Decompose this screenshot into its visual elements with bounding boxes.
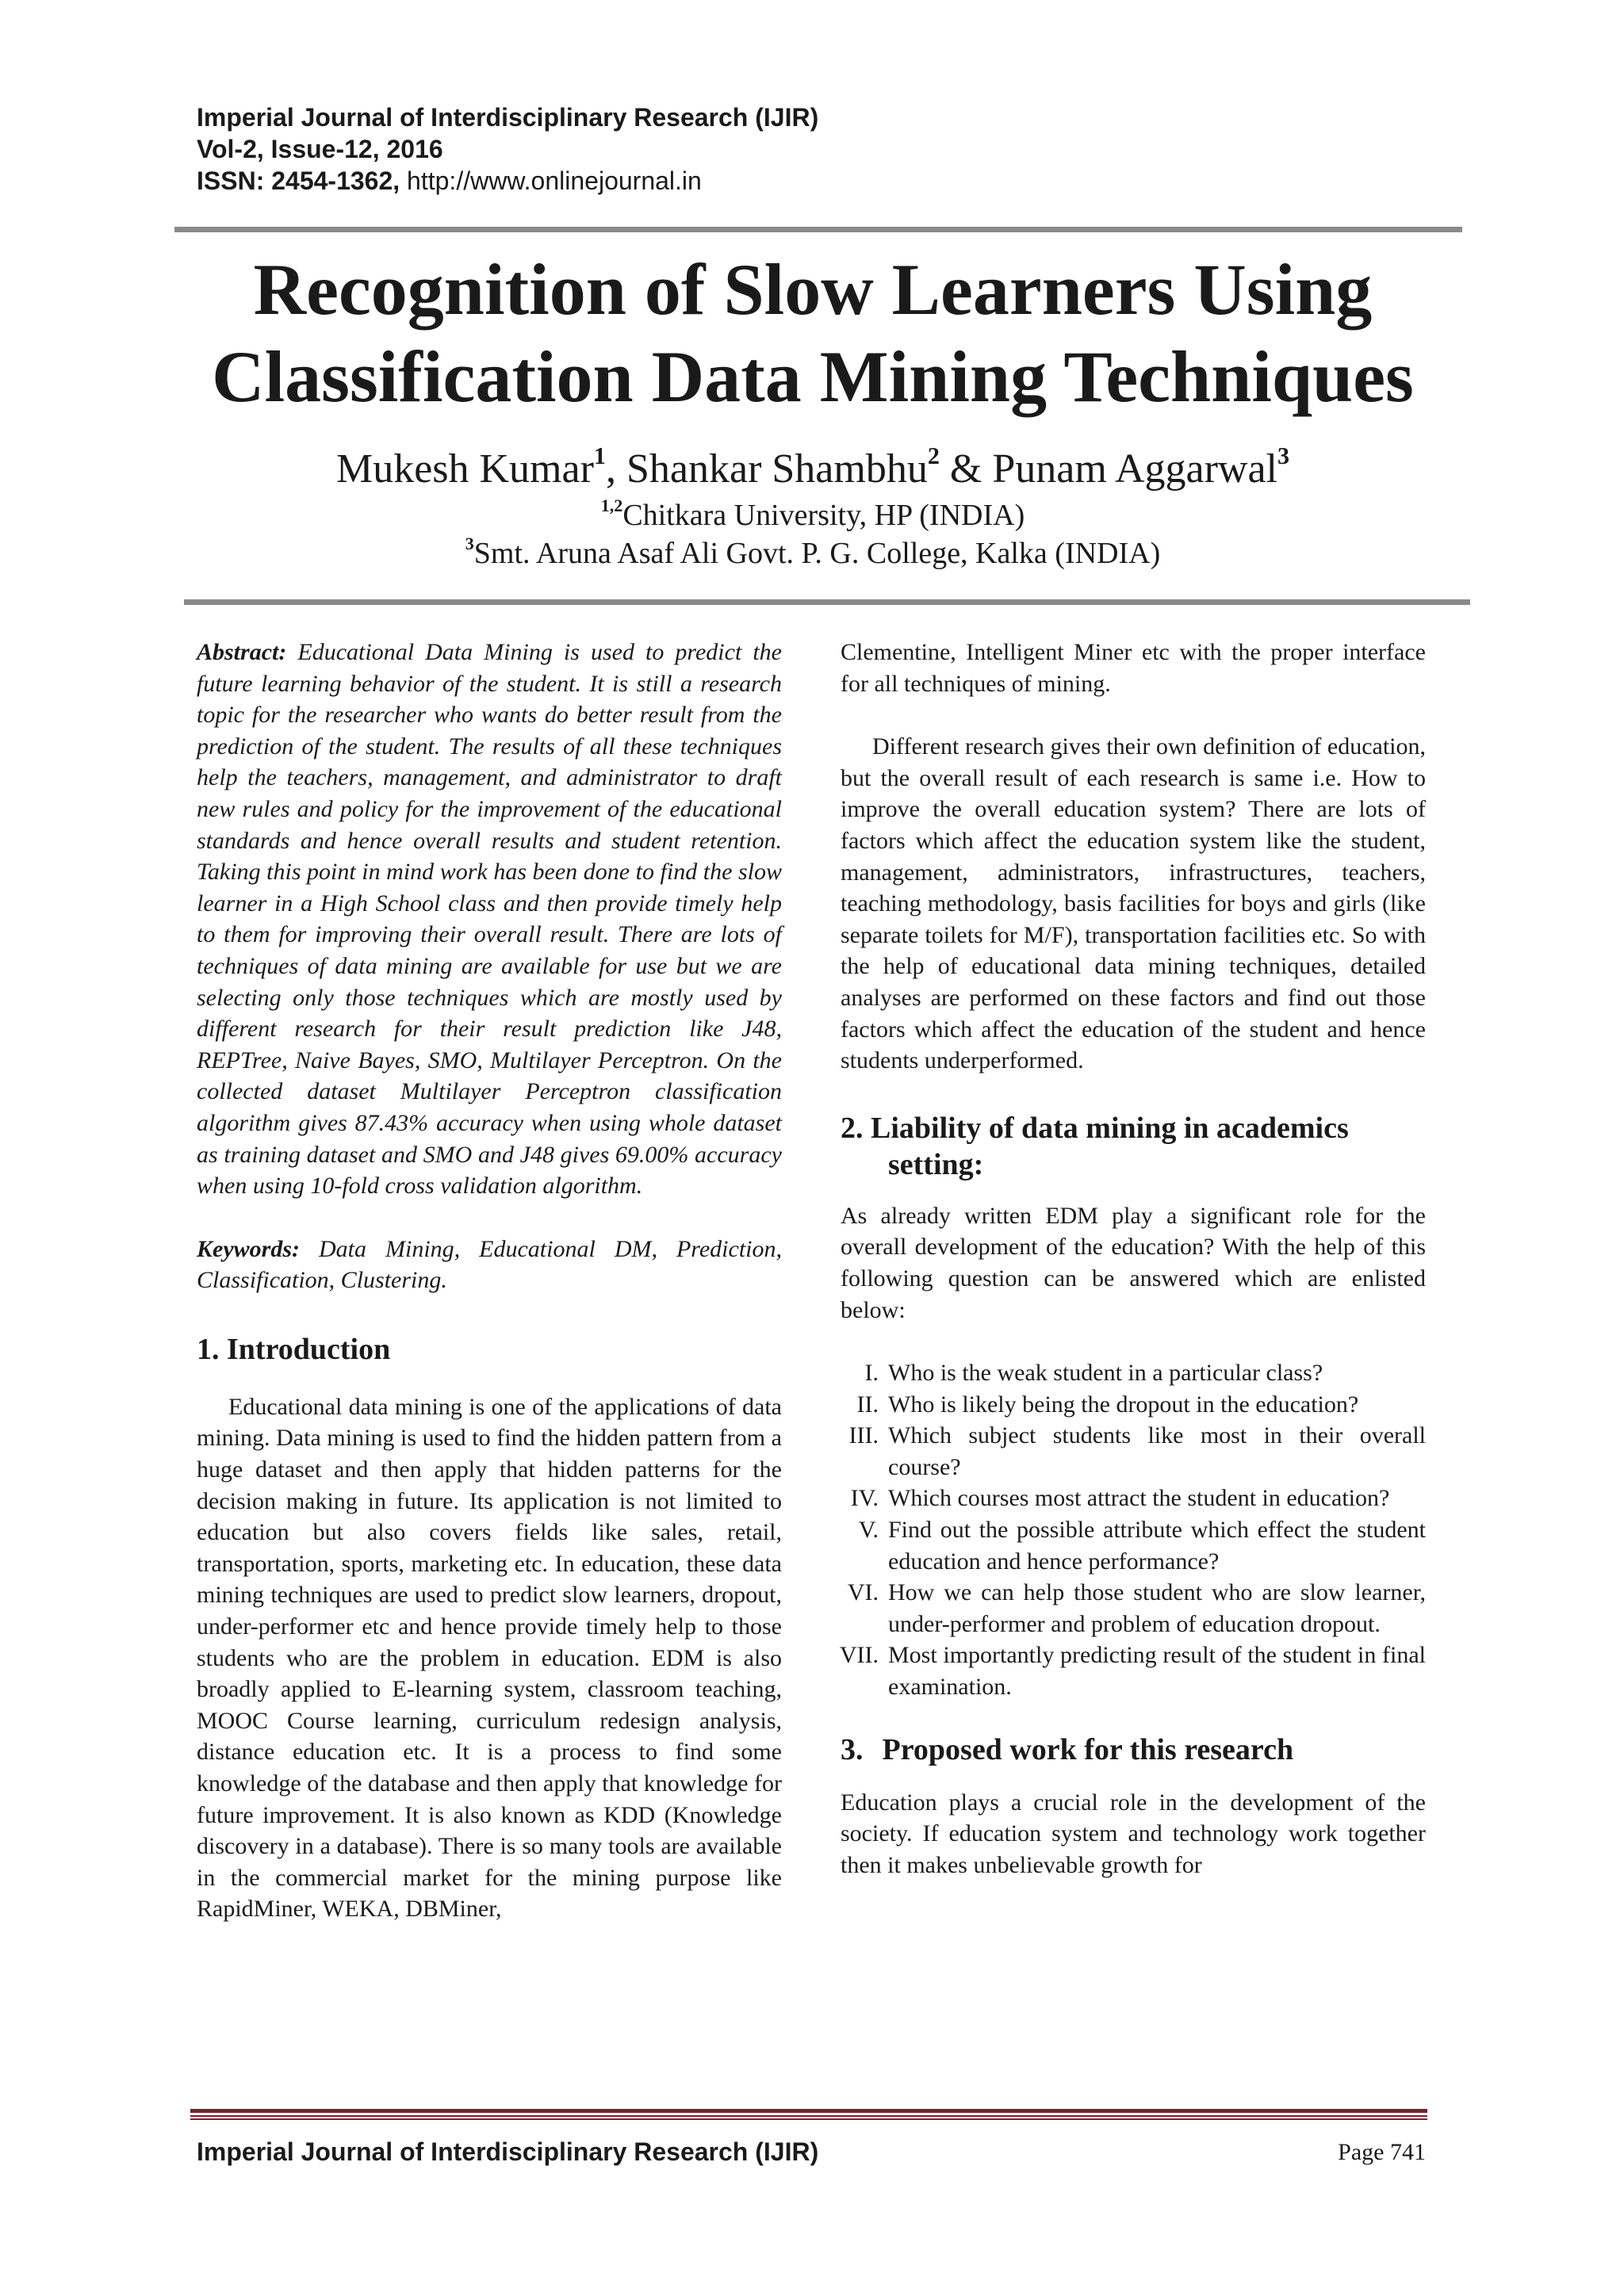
keywords-label: Keywords: xyxy=(197,1235,300,1262)
list-item-text: Find out the possible attribute which effect the student education and hence performance? xyxy=(888,1517,1426,1575)
issn-label: ISSN: 2454-1362, xyxy=(197,166,400,195)
affiliation-1 xyxy=(159,497,1467,534)
list-item-text: Which subject students like most in their overall course? xyxy=(888,1422,1426,1480)
section-3-heading xyxy=(841,1732,1426,1768)
title-line-2: Classification Data Mining Techniques xyxy=(212,336,1414,417)
keywords xyxy=(197,1234,782,1296)
keywords-text: Data Mining, Educational DM, Prediction, Classification, Clustering. xyxy=(197,1235,782,1294)
author-sep-2: & xyxy=(939,446,993,492)
list-item-text: Who is the weak student in a particular class? xyxy=(888,1360,1323,1387)
list-item xyxy=(841,1640,1426,1702)
affiliation-2-sup: 3 xyxy=(465,534,474,554)
author-2-sup: 2 xyxy=(927,442,940,470)
affiliation-2-text: Smt. Aruna Asaf Ali Govt. P. G. College, Kalka (INDIA) xyxy=(473,537,1161,570)
list-item xyxy=(841,1483,1426,1514)
title-line-1: Recognition of Slow Learners Using xyxy=(253,249,1373,330)
paper-title xyxy=(159,246,1467,420)
list-item-number: VI. xyxy=(847,1579,879,1606)
journal-url[interactable]: http://www.onlinejournal.in xyxy=(400,166,702,195)
header-divider xyxy=(174,227,1462,232)
section-2-heading xyxy=(841,1110,1426,1183)
section-1-paragraph-2: Different research gives their own definition of education, but the overall result of each research is same i.e. How to improve the overall education system? There are lots of factors which affect the education system like the student, management, administrators, infrastructures, teachers, teaching methodology, basis facilities for boys and girls (like separate toilets for M/F), transportation facilities etc. So with the help of educational data mining techniques, detailed analyses are performed on these factors and find out those factors which affect the education of the student and hence students underperformed. xyxy=(841,733,1426,1074)
list-item-number: III. xyxy=(848,1422,879,1449)
footer-divider xyxy=(190,2109,1427,2120)
list-item-number: II. xyxy=(856,1391,879,1418)
author-2: Shankar Shambhu xyxy=(626,446,928,492)
section-2-heading-line-1: 2. Liability of data mining in academics xyxy=(841,1111,1349,1145)
affiliation-2 xyxy=(159,535,1467,572)
journal-header xyxy=(197,101,818,197)
affiliation-1-sup: 1,2 xyxy=(600,496,623,516)
section-2-heading-line-2: setting: xyxy=(888,1147,984,1181)
section-3-title: Proposed work for this research xyxy=(882,1732,1294,1766)
list-item xyxy=(841,1420,1426,1483)
title-divider xyxy=(184,599,1470,605)
list-item-text: Which courses most attract the student in education? xyxy=(888,1485,1390,1512)
list-item xyxy=(841,1514,1426,1577)
section-3-number: 3. xyxy=(841,1732,864,1766)
list-item xyxy=(841,1389,1426,1421)
left-column xyxy=(197,637,782,1925)
volume-issue: Vol-2, Issue-12, 2016 xyxy=(197,135,443,163)
section-2-intro: As already written EDM play a significant role for the overall development of the education? With the help of this following question can be answered which are enlisted below: xyxy=(841,1202,1426,1323)
abstract-text: Educational Data Mining is used to predict the future learning behavior of the student. It is still a research topic for the researcher who wants do better result from the prediction of the student. The results of all these techniques help the teachers, management, and administrator to draft new rules and policy for the improvement of the educational standards and hence overall results and student retention. Taking this point in mind work has been done to find the slow learner in a High School class and then provide timely help to them for improving their overall result. There are lots of techniques of data mining are available for use but we are selecting only those techniques which are mostly used by different research for their result prediction like J48, REPTree, Naive Bayes, SMO, Multilayer Perceptron. On the collected dataset Multilayer Perceptron classification algorithm gives 87.43% accuracy when using whole dataset as training dataset and SMO and J48 gives 69.00% accuracy when using 10-fold cross validation algorithm. xyxy=(197,639,782,1200)
section-1-paragraph-1: Educational data mining is one of the applications of data mining. Data mining is used to find the hidden pattern from a huge dataset and then apply that hidden patterns for the decision making in future. Its application is not limited to education but also covers fields like sales, retail, transportation, sports, marketing etc. In education, these data mining techniques are used to predict slow learners, dropout, under-performer etc and hence provide timely help to those students who are the problem in education. EDM is also broadly applied to E-learning system, classroom teaching, MOOC Course learning, curriculum redesign analysis, distance education etc. It is a process to find some knowledge of the database and then apply that knowledge for future improvement. It is also known as KDD (Knowledge discovery in a database). There is so many tools are available in the commercial market for the mining purpose like RapidMiner, WEKA, DBMiner, xyxy=(197,1393,782,1923)
list-item-number: VII. xyxy=(839,1642,879,1669)
list-item-number: V. xyxy=(858,1517,879,1544)
list-item xyxy=(841,1357,1426,1389)
abstract-label: Abstract: xyxy=(197,639,287,665)
journal-name: Imperial Journal of Interdisciplinary Research (IJIR) xyxy=(197,103,819,132)
section-3-paragraph: Education plays a crucial role in the development of the society. If education system and technology work together then it makes unbelievable growth for xyxy=(841,1789,1426,1878)
list-item-number: IV. xyxy=(850,1485,879,1512)
author-1-sup: 1 xyxy=(593,442,606,470)
affiliation-1-text: Chitkara University, HP (INDIA) xyxy=(622,499,1025,532)
abstract xyxy=(197,637,782,1202)
issn-line xyxy=(197,165,818,197)
section-1-paragraph-1-continued: Clementine, Intelligent Miner etc with the proper interface for all techniques of mining. xyxy=(841,639,1426,697)
author-3: Punam Aggarwal xyxy=(992,446,1277,492)
question-list xyxy=(841,1357,1426,1703)
list-item-number: I. xyxy=(864,1360,879,1387)
author-sep-1: , xyxy=(605,446,626,492)
author-1: Mukesh Kumar xyxy=(335,446,594,492)
list-item xyxy=(841,1577,1426,1640)
page-number: Page 741 xyxy=(1338,2139,1426,2165)
author-list xyxy=(159,444,1467,495)
section-1-heading: 1. Introduction xyxy=(197,1332,391,1366)
list-item-text: Who is likely being the dropout in the education? xyxy=(888,1391,1359,1418)
right-column xyxy=(841,637,1426,1881)
author-3-sup: 3 xyxy=(1277,442,1290,470)
footer-journal-name: Imperial Journal of Interdisciplinary Research (IJIR) xyxy=(197,2137,819,2166)
list-item-text: Most importantly predicting result of the student in final examination. xyxy=(888,1642,1426,1701)
list-item-text: How we can help those student who are slow learner, under-performer and problem of education dropout. xyxy=(888,1579,1426,1637)
